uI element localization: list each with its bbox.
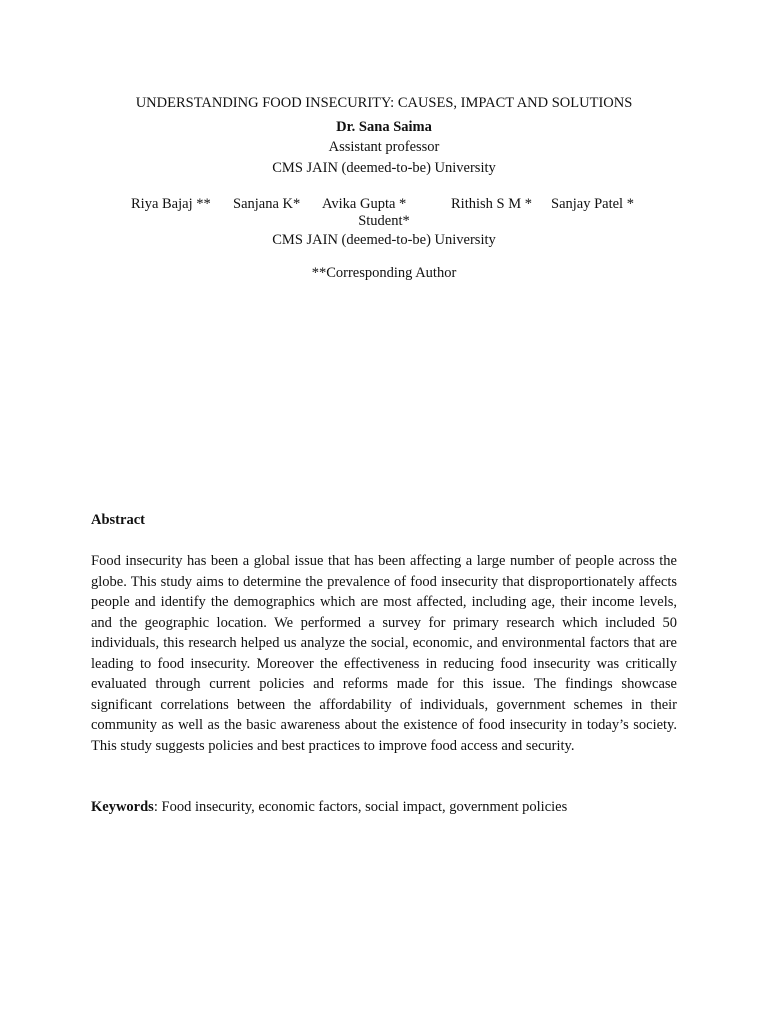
keywords-separator: :: [153, 799, 162, 815]
corresponding-author-note: **Corresponding Author: [311, 265, 457, 281]
author-role: Assistant professor: [328, 139, 440, 155]
keywords-text: Food insecurity, economic factors, social impact, government policies: [161, 799, 568, 815]
student-author: Rithish S M *: [451, 196, 532, 212]
keywords-line: [91, 797, 691, 817]
student-label: Student*: [358, 213, 410, 229]
abstract-body: Food insecurity has been a global issue that has been affecting a large number of people across the globe. This study aims to determine the prevalence of food insecurity that disproportionately affects people and identify the demographics which are most affected, including age, their income levels, and the geographic location. We performed a survey for primary research which included 50 individuals, this research helped us analyze the social, economic, and environmental factors that are leading to food insecurity. Moreover the effectiveness in reducing food insecurity was critically evaluated through current policies and reforms made for this issue. The findings showcase significant correlations between the affordability of individuals, government schemes in their community as well as the basic awareness about the existence of food insecurity in today’s society. This study suggests policies and best practices to improve food access and security.: [91, 553, 677, 754]
author-name: Dr. Sana Saima: [336, 119, 432, 135]
abstract-heading: Abstract: [91, 512, 145, 528]
student-institution: CMS JAIN (deemed-to-be) University: [272, 232, 496, 248]
student-author: Sanjay Patel *: [551, 196, 634, 212]
student-author: Avika Gupta *: [322, 196, 407, 212]
keywords-label: Keywords: [91, 799, 154, 815]
author-institution: CMS JAIN (deemed-to-be) University: [272, 160, 496, 176]
student-authors-row: [0, 195, 768, 213]
student-author: Sanjana K*: [233, 196, 301, 212]
paper-title: UNDERSTANDING FOOD INSECURITY: CAUSES, IMPACT AND SOLUTIONS: [135, 95, 633, 111]
student-author: Riya Bajaj **: [131, 196, 211, 212]
